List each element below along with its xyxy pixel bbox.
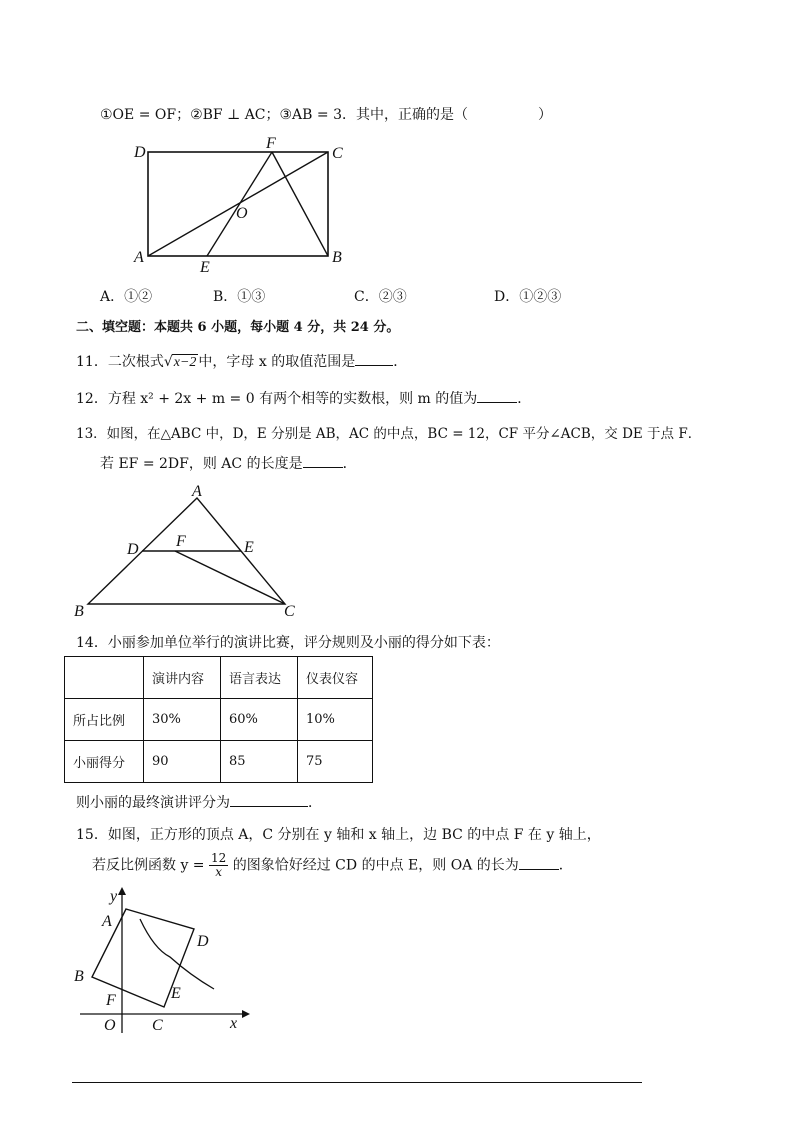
option-b: B．①③ (213, 289, 266, 305)
q12-end: ． (517, 391, 532, 407)
q11-end: ． (393, 354, 408, 370)
option-d: D．①②③ (494, 289, 562, 305)
table-header-cell: 演讲内容 (144, 657, 221, 699)
fraction-denominator: x (215, 865, 223, 879)
table-row (65, 741, 373, 783)
q11-radicand: x−2 (173, 355, 197, 370)
label-f: F (106, 992, 116, 1009)
option-a: A．①② (100, 289, 153, 305)
label-o: O (236, 205, 248, 222)
q10-statements: ①OE = OF；②BF ⊥ AC；③AB = 3．其中，正确的是（ ） (100, 107, 552, 123)
q15-line1: 15．如图，正方形的顶点 A，C 分别在 y 轴和 x 轴上，边 BC 的中点 F 在 y 轴上， (76, 827, 601, 843)
label-o: O (104, 1017, 116, 1034)
y-axis-arrow (118, 887, 126, 895)
q12-text: 12．方程 x² + 2x + m = 0 有两个相等的实数根，则 m 的值为 (76, 391, 478, 407)
q14-answer-blank[interactable] (230, 792, 308, 807)
q13-line2 (100, 453, 357, 473)
table-cell: 85 (221, 741, 298, 783)
table-cell: 60% (221, 699, 298, 741)
q14-intro: 14．小丽参加单位举行的演讲比赛，评分规则及小丽的得分如下表： (76, 635, 500, 651)
fraction-12-over-x (209, 852, 228, 879)
table-cell: 所占比例 (65, 699, 144, 741)
q13-line1: 13．如图，在△ABC 中，D，E 分别是 AB，AC 的中点，BC = 12，CF 平分∠ACB，交 DE 于点 F． (76, 426, 702, 442)
q14-after (76, 792, 322, 812)
option-c: C．②③ (354, 289, 407, 305)
table-cell: 10% (298, 699, 373, 741)
label-e: E (200, 259, 210, 275)
table-header-cell (65, 657, 144, 699)
segment-cf (175, 551, 285, 604)
label-b: B (74, 603, 84, 620)
q15-line2-suffix: 的图象恰好经过 CD 的中点 E，则 OA 的长为 (232, 857, 519, 874)
sqrt-sign: √ (163, 354, 173, 370)
label-a: A (192, 483, 202, 500)
q13-figure (70, 480, 310, 620)
q13-line2-text: 若 EF = 2DF，则 AC 的长度是 (100, 456, 303, 472)
label-e: E (171, 985, 181, 1002)
label-e: E (244, 539, 254, 556)
q10-figure (120, 130, 360, 275)
q14-after-text: 则小丽的最终演讲评分为 (76, 795, 230, 811)
table-cell: 90 (144, 741, 221, 783)
section-title: 二、填空题：本题共 6 小题，每小题 4 分，共 24 分。 (76, 320, 400, 335)
q11-prefix: 11．二次根式 (76, 354, 164, 370)
segment-ac (148, 152, 328, 256)
fraction-numerator: 12 (211, 851, 227, 865)
q15-line2 (92, 852, 573, 879)
x-axis-arrow (242, 1010, 250, 1018)
label-b: B (332, 249, 342, 266)
table-header-cell: 语言表达 (221, 657, 298, 699)
q14-end: ． (308, 795, 322, 811)
q13-answer-blank[interactable] (303, 453, 343, 468)
table-header-row (65, 657, 373, 699)
hyperbola-curve (140, 919, 214, 989)
footer-divider (72, 1082, 642, 1083)
table-header-cell: 仪表仪容 (298, 657, 373, 699)
q13-end: ． (342, 456, 357, 472)
label-y: y (110, 888, 118, 905)
q11-suffix: 中，字母 x 的取值范围是 (198, 354, 356, 370)
table-row (65, 699, 373, 741)
question-11 (76, 351, 407, 371)
label-x: x (230, 1015, 238, 1032)
label-d: D (127, 541, 139, 558)
label-c: C (332, 145, 343, 162)
label-f: F (266, 135, 276, 152)
label-d: D (197, 933, 209, 950)
label-c: C (152, 1017, 163, 1034)
q15-answer-blank[interactable] (519, 855, 559, 870)
label-c: C (284, 603, 295, 620)
label-d: D (134, 144, 146, 161)
q11-answer-blank[interactable] (355, 351, 393, 366)
question-12 (76, 388, 531, 408)
table-cell: 75 (298, 741, 373, 783)
label-b: B (74, 968, 84, 985)
q15-figure (70, 885, 260, 1035)
segment-ef (207, 152, 272, 256)
label-a: A (102, 913, 112, 930)
table-cell: 小丽得分 (65, 741, 144, 783)
q12-answer-blank[interactable] (477, 388, 517, 403)
label-a: A (134, 249, 144, 266)
q15-line2-prefix: 若反比例函数 y = (92, 857, 205, 874)
table-cell: 30% (144, 699, 221, 741)
score-table (64, 656, 373, 783)
label-f: F (176, 533, 186, 550)
q15-end: ． (558, 857, 573, 874)
